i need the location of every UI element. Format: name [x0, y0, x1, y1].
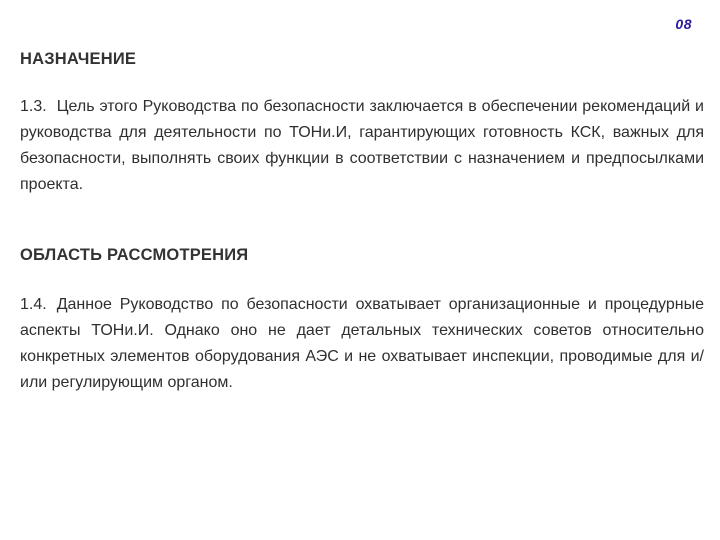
paragraph-number: 1.4.	[20, 296, 47, 313]
paragraph-1-3	[20, 94, 704, 198]
paragraph-text: Цель этого Руководства по безопасности заключается в обеспечении рекомендаций и руководства для деятельности по ТОНи.И, гарантирующих готовность КСК, важных для безопасности, выполнять своих функции в соответствии с назначением и предпосылками проекта.	[20, 98, 704, 193]
section-heading-purpose: НАЗНАЧЕНИЕ	[20, 50, 137, 68]
document-body	[20, 50, 704, 396]
section-purpose	[20, 50, 704, 198]
paragraph-text: Данное Руководство по безопасности охватывает организационные и процедурные аспекты ТОНи.И. Однако оно не дает детальных технических советов относительно конкретных элементов оборудования АЭС и не охватывает инспекции, проводимые для и/или регулирующим органом.	[20, 296, 704, 391]
section-scope	[20, 246, 704, 396]
paragraph-number: 1.3.	[20, 98, 47, 115]
page-number: 08	[675, 16, 692, 32]
section-heading-scope: ОБЛАСТЬ РАССМОТРЕНИЯ	[20, 246, 249, 264]
paragraph-1-4	[20, 292, 704, 396]
